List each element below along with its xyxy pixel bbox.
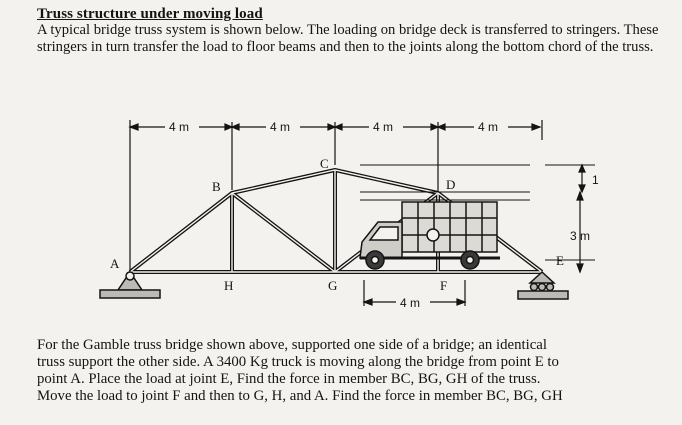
joint-label-h: H bbox=[224, 278, 234, 293]
dim-height: 3 m bbox=[570, 229, 591, 243]
dim-span-3: 4 m bbox=[373, 120, 394, 134]
height-dimension-line bbox=[577, 165, 585, 272]
problem-line-1: For the Gamble truss bridge shown above, supported one side of a bridge; an identical bbox=[37, 337, 547, 353]
joint-label-c: C bbox=[320, 156, 329, 171]
dim-panel: 4 m bbox=[400, 296, 421, 310]
problem-line-4: Move the load to joint F and then to G, H, and A. Find the force in member BC, BG, GH bbox=[37, 388, 563, 404]
roller-support-icon bbox=[518, 272, 568, 299]
joint-label-f: F bbox=[440, 278, 448, 293]
problem-statement bbox=[37, 337, 677, 405]
dim-rise: 1 bbox=[592, 173, 599, 187]
problem-line-2: truss support the other side. A 3400 Kg truck is moving along the bridge from point E to bbox=[37, 354, 559, 370]
dim-span-1: 4 m bbox=[169, 120, 190, 134]
joint-label-g: G bbox=[328, 278, 338, 293]
joint-label-e: E bbox=[556, 253, 564, 268]
joint-label-a: A bbox=[110, 256, 120, 271]
dim-span-2: 4 m bbox=[270, 120, 291, 134]
truss-figure bbox=[0, 100, 682, 336]
page-title: Truss structure under moving load bbox=[37, 6, 263, 22]
joint-label-d: D bbox=[446, 177, 456, 192]
joint-label-b: B bbox=[212, 179, 221, 194]
truck-icon bbox=[360, 202, 500, 269]
problem-line-3: point A. Place the load at joint E, Find the force in member BC, BG, GH of the truss. bbox=[37, 371, 541, 387]
pin-support-icon bbox=[100, 272, 160, 298]
dim-span-4: 4 m bbox=[478, 120, 499, 134]
intro-paragraph: A typical bridge truss system is shown below. The loading on bridge deck is transferred to stringers. These stringers in turn transfer the load to floor beams and then to the joints along the bottom chord of the truss. bbox=[37, 22, 659, 55]
